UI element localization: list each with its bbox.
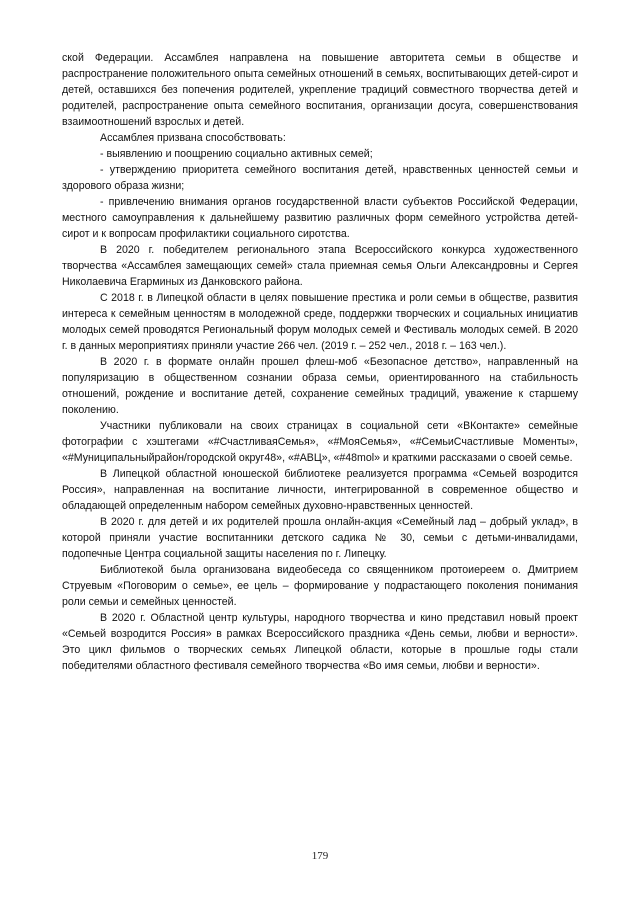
paragraph-10: В 2020 г. Областной центр культуры, народного творчества и кино представил новый проект «Семьей возродится Россия» в рамках Всероссийского праздника «День семьи, любви и верности». Это цикл фильмов о творческих семьях Липецкой области, которые в прошлые годы стали победителями областного фестиваля семейного творчества «Во имя семьи, любви и верности». [62, 612, 578, 672]
list-item-3: - привлечению внимания органов государственной власти субъектов Российской Федерации, местного самоуправления к дальнейшему развитию различных форм семейного устройства детей-сирот и к вопросам профилактики социального сиротства. [62, 196, 578, 240]
body-text [62, 50, 578, 674]
paragraph-2: Ассамблея призвана способствовать: [100, 132, 286, 144]
paragraph-4: С 2018 г. в Липецкой области в целях повышение престика и роли семьи в обществе, развития интереса к семейным ценностям в молодежной среде, поддержки творческих и социальных инициатив молодых семей проводятся Региональный форум молодых семей и Фестиваль молодых семей. В 2020 г. в данных мероприятиях приняли участие 266 чел. (2019 г. – 252 чел., 2018 г. – 163 чел.). [62, 292, 578, 352]
paragraph-7: В Липецкой областной юношеской библиотеке реализуется программа «Семьей возродится Россия», направленная на воспитание личности, интегрированной в современное общество и обладающей определенным набором семейных духовно-нравственных ценностей. [62, 468, 578, 512]
paragraph-9: Библиотекой была организована видеобеседа со священником протоиереем о. Дмитрием Струевым «Поговорим о семье», ее цель – формирование у подрастающего поколения понимания роли семьи и семейных ценностей. [62, 564, 578, 608]
paragraph-5: В 2020 г. в формате онлайн прошел флеш-моб «Безопасное детство», направленный на популяризацию в общественном сознании образа семьи, ориентированного на стабильность отношений, рождение и воспитание детей, сохранение семейных традиций, уважение к старшему поколению. [62, 356, 578, 416]
list-item-2: - утверждению приоритета семейного воспитания детей, нравственных ценностей семьи и здорового образа жизни; [62, 164, 578, 192]
paragraph-8: В 2020 г. для детей и их родителей прошла онлайн-акция «Семейный лад – добрый уклад», в которой приняли участие воспитанники детского садика № 30, семьи с детьми-инвалидами, подопечные Центра социальной защиты населения по г. Липецку. [62, 516, 578, 560]
paragraph-3: В 2020 г. победителем регионального этапа Всероссийского конкурса художественного творчества «Ассамблея замещающих семей» стала приемная семья Ольги Александровны и Сергея Николаевича Егарминых из Данковского района. [62, 244, 578, 288]
paragraph-1: ской Федерации. Ассамблея направлена на повышение авторитета семьи в обществе и распространение положительного опыта семейных отношений в семьях, воспитывающих детей-сирот и детей, оставшихся без попечения родителей, укрепление традиций совместного творчества детей и родителей, распространение опыта семейного воспитания, организации досуга, совершенствования взаимоотношений взрослых и детей. [62, 52, 578, 128]
page-number: 179 [311, 850, 329, 862]
list-item-1: - выявлению и поощрению социально активных семей; [100, 148, 373, 160]
paragraph-6: Участники публиковали на своих страницах в социальной сети «ВКонтакте» семейные фотографии с хэштегами «#СчастливаяСемья», «#МояСемья», «#СемьиСчастливые Моменты», «#Муниципальныйрайон/городской округ48», «#АВЦ», «#48mol» и краткими рассказами о своей семье. [62, 420, 578, 464]
